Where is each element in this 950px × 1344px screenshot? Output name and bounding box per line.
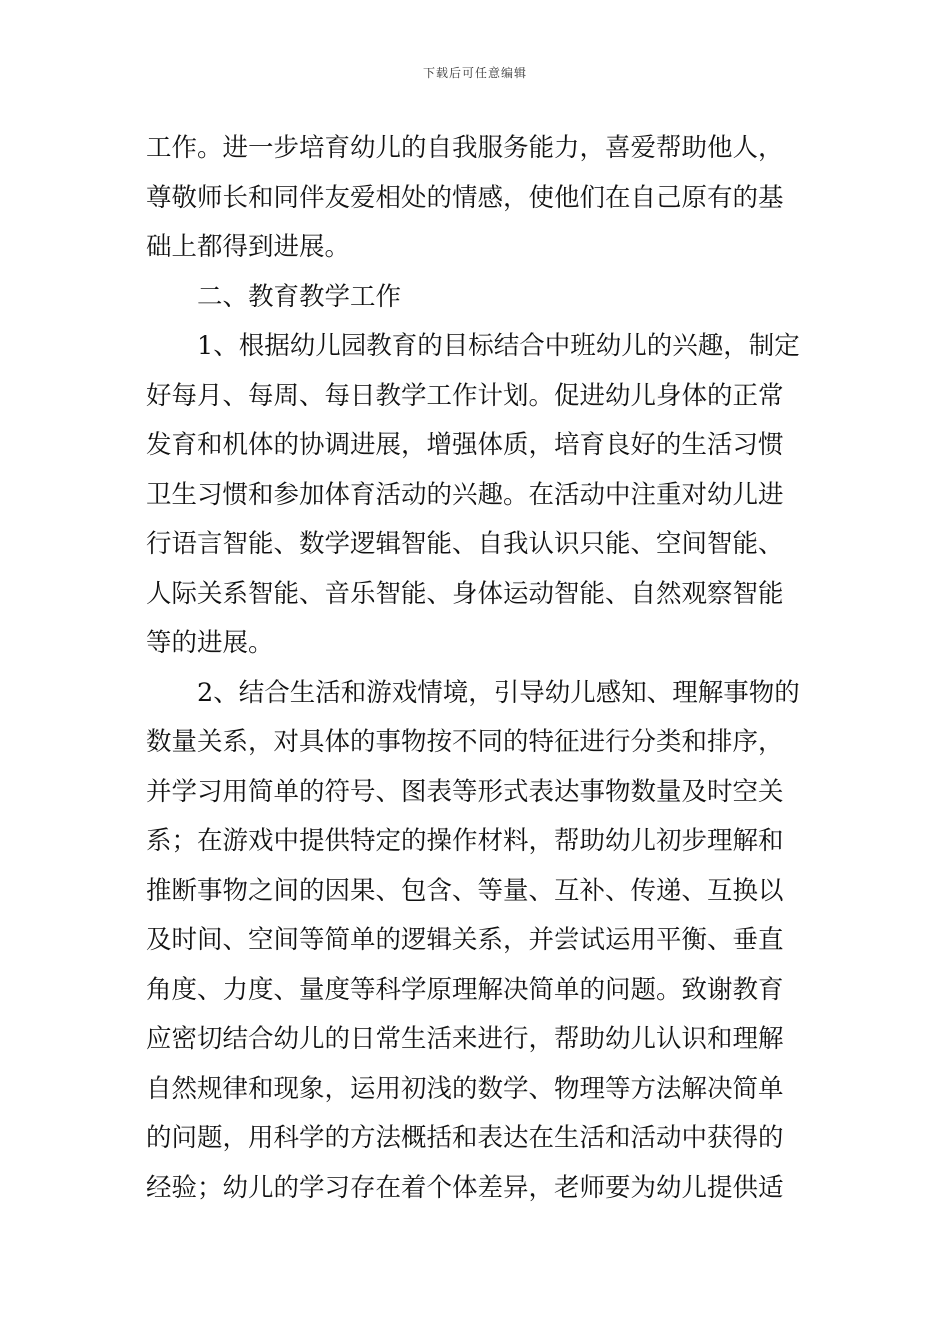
text-line: 卫生习惯和参加体育活动的兴趣。在活动中注重对幼儿进 (146, 479, 784, 510)
text-line: 数量关系，对具体的事物按不同的特征进行分类和排序， (146, 727, 784, 757)
text-line: 经验；幼儿的学习存在着个体差异，老师要为幼儿提供适 (146, 1172, 784, 1203)
text-line: 应密切结合幼儿的日常生活来进行，帮助幼儿认识和理解 (146, 1024, 784, 1054)
text-line: 尊敬师长和同伴友爱相处的情感，使他们在自己原有的基 (146, 182, 784, 213)
document-body (146, 124, 808, 1213)
text-line: 及时间、空间等简单的逻辑关系，并尝试运用平衡、垂直 (146, 925, 784, 955)
text-line: 角度、力度、量度等科学原理解决简单的问题。致谢教育 (146, 974, 784, 1005)
text-line: 推断事物之间的因果、包含、等量、互补、传递、互换以 (146, 875, 784, 906)
text-line: 础上都得到进展。 (146, 232, 351, 262)
text-line: 自然规律和现象，运用初浅的数学、物理等方法解决简单 (146, 1073, 784, 1104)
page-header: 下载后可任意编辑 (422, 66, 527, 80)
section-heading: 二、教育教学工作 (197, 281, 402, 312)
text-line: 发育和机体的协调进展，增强体质，培育良好的生活习惯 (146, 430, 784, 460)
text-line: 1、根据幼儿园教育的目标结合中班幼儿的兴趣，制定 (197, 331, 800, 361)
text-line: 等的进展。 (146, 628, 274, 658)
text-line: 工作。进一步培育幼儿的自我服务能力，喜爱帮助他人， (146, 133, 784, 163)
text-line: 系；在游戏中提供特定的操作材料，帮助幼儿初步理解和 (146, 826, 784, 856)
text-line: 的问题，用科学的方法概括和表达在生活和活动中获得的 (146, 1123, 784, 1153)
text-line: 并学习用简单的符号、图表等形式表达事物数量及时空关 (146, 776, 784, 807)
text-line: 2、结合生活和游戏情境，引导幼儿感知、理解事物的 (197, 677, 800, 708)
text-line: 行语言智能、数学逻辑智能、自我认识只能、空间智能、 (146, 529, 784, 559)
text-line: 好每月、每周、每日教学工作计划。促进幼儿身体的正常 (146, 380, 784, 411)
text-line: 人际关系智能、音乐智能、身体运动智能、自然观察智能 (146, 578, 784, 609)
